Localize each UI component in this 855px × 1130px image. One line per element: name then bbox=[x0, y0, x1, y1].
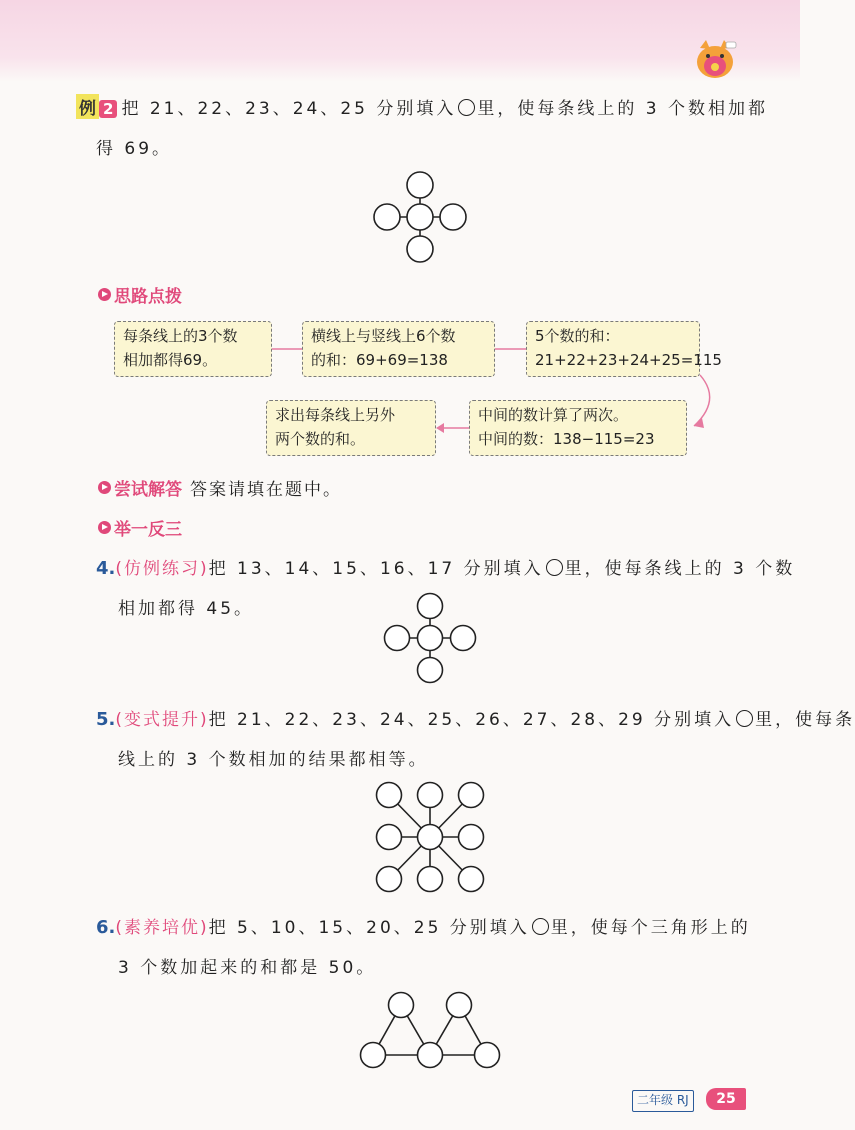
example-label: 例 bbox=[76, 94, 99, 119]
hint-box-3: 5个数的和： 21+22+23+24+25=115 bbox=[526, 321, 700, 377]
page-number: 25 bbox=[706, 1088, 746, 1110]
answer-circle[interactable] bbox=[385, 626, 410, 651]
answer-circle[interactable] bbox=[389, 993, 414, 1018]
play-icon bbox=[98, 521, 111, 534]
answer-circle[interactable] bbox=[377, 867, 402, 892]
answer-circle[interactable] bbox=[451, 626, 476, 651]
answer-circle[interactable] bbox=[475, 1043, 500, 1068]
q4-tag: (仿例练习) bbox=[115, 559, 209, 579]
q5-line-1: 5.(变式提升)把 21、22、23、24、25、26、27、28、29 分别填入 里，使每条 bbox=[96, 709, 855, 730]
q5-tag: (变式提升) bbox=[115, 710, 209, 730]
hint-box-1: 每条线上的3个数 相加都得69。 bbox=[114, 321, 272, 377]
answer-circle[interactable] bbox=[418, 783, 443, 808]
hint-section-title: 思路点拨 bbox=[98, 282, 182, 307]
answer-circle[interactable] bbox=[418, 594, 443, 619]
footer-grade-label: 二年级 RJ bbox=[632, 1090, 694, 1112]
circle-icon bbox=[532, 918, 549, 935]
q6-tag: (素养培优) bbox=[115, 918, 209, 938]
answer-circle[interactable] bbox=[377, 783, 402, 808]
q6-line-1: 6.(素养培优)把 5、10、15、20、25 分别填入 里，使每个三角形上的 bbox=[96, 917, 751, 938]
hint-box-2: 横线上与竖线上6个数 的和：69+69=138 bbox=[302, 321, 495, 377]
example-text: 把 21、22、23、24、25 分别填入 bbox=[121, 99, 457, 119]
q6-triangles-figure bbox=[350, 985, 510, 1075]
answer-circle[interactable] bbox=[418, 1043, 443, 1068]
answer-circle[interactable] bbox=[459, 783, 484, 808]
try-section-text: 答案请填在题中。 bbox=[190, 480, 342, 500]
answer-circle[interactable] bbox=[447, 993, 472, 1018]
hint-box-5: 求出每条线上另外 两个数的和。 bbox=[266, 400, 436, 456]
example-number: 2 bbox=[99, 100, 117, 118]
answer-circle[interactable] bbox=[377, 825, 402, 850]
example-line-2: 得 69。 bbox=[96, 139, 173, 159]
try-section-title: 尝试解答 答案请填在题中。 bbox=[98, 475, 342, 500]
answer-circle[interactable] bbox=[361, 1043, 386, 1068]
answer-circle[interactable] bbox=[459, 825, 484, 850]
q5-star-figure bbox=[365, 775, 495, 900]
circle-icon bbox=[546, 559, 563, 576]
q6-number: 6. bbox=[96, 917, 116, 938]
hint-box-4: 中间的数计算了两次。 中间的数：138−115=23 bbox=[469, 400, 687, 456]
q5-number: 5. bbox=[96, 709, 116, 730]
answer-circle[interactable] bbox=[459, 867, 484, 892]
q4-line-1: 4.(仿例练习)把 13、14、15、16、17 分别填入 里，使每条线上的 3 个数 bbox=[96, 558, 796, 579]
q5-line-2: 线上的 3 个数相加的结果都相等。 bbox=[118, 750, 429, 770]
example-text-cont: 里，使每条线上的 3 个数相加都 bbox=[477, 99, 769, 119]
practice-section-title: 举一反三 bbox=[98, 515, 182, 540]
play-icon bbox=[98, 481, 111, 494]
answer-circle[interactable] bbox=[418, 867, 443, 892]
q4-line-2: 相加都得 45。 bbox=[118, 599, 255, 619]
q4-number: 4. bbox=[96, 558, 116, 579]
q6-line-2: 3 个数加起来的和都是 50。 bbox=[118, 958, 377, 978]
q4-cross-figure bbox=[380, 590, 480, 685]
answer-circle[interactable] bbox=[418, 658, 443, 683]
answer-circle[interactable] bbox=[418, 626, 443, 651]
answer-circle[interactable] bbox=[418, 825, 443, 850]
circle-icon bbox=[736, 710, 753, 727]
